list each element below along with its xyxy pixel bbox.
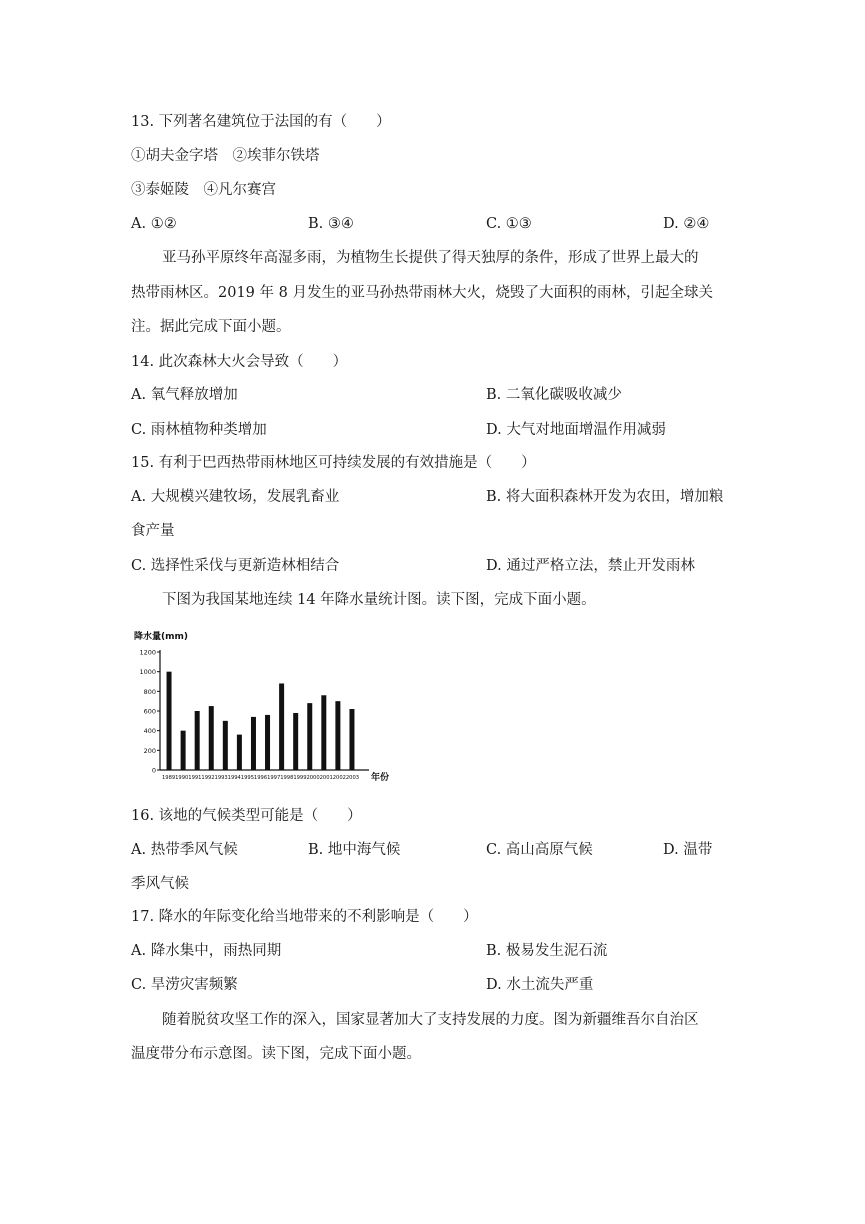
q14-stem: 14. 此次森林大火会导致（ ） bbox=[131, 354, 348, 370]
q13-option-a: A. ①② bbox=[131, 216, 177, 232]
q14-option-a: A. 氧气释放增加 bbox=[131, 387, 238, 403]
q15-option-b-continued: 食产量 bbox=[131, 523, 175, 539]
q17-stem: 17. 降水的年际变化给当地带来的不利影响是（ ） bbox=[131, 909, 478, 925]
chart-x-tick-label: 1993 bbox=[214, 775, 228, 781]
chart-bar bbox=[265, 715, 270, 770]
chart-xlabel: 年份 bbox=[371, 773, 390, 783]
chart-bar bbox=[279, 683, 284, 770]
passage3-line1: 随着脱贫攻坚工作的深入，国家显著加大了支持发展的力度。图为新疆维吾尔自治区 bbox=[162, 1012, 699, 1028]
chart-x-tick-label: 1998 bbox=[280, 775, 294, 781]
chart-bar bbox=[223, 721, 228, 770]
passage1-line2: 热带雨林区。2019 年 8 月发生的亚马孙热带雨林大火，烧毁了大面积的雨林，引起全球关 bbox=[131, 285, 713, 301]
chart-y-tick-label: 1000 bbox=[139, 668, 156, 677]
chart-bar bbox=[209, 706, 214, 770]
passage1-line3: 注。据此完成下面小题。 bbox=[131, 319, 291, 335]
chart-bar bbox=[237, 735, 242, 770]
q15-option-c: C. 选择性采伐与更新造林相结合 bbox=[131, 558, 340, 574]
chart-bar bbox=[181, 731, 186, 770]
q13-option-b: B. ③④ bbox=[308, 216, 354, 232]
q16-option-b: B. 地中海气候 bbox=[308, 842, 401, 858]
chart-x-tick-label: 2001 bbox=[319, 775, 333, 781]
chart-x-tick-label: 2003 bbox=[345, 775, 360, 781]
chart-x-tick-label: 1992 bbox=[201, 775, 215, 781]
chart-y-tick-label: 0 bbox=[151, 766, 156, 775]
q17-option-a: A. 降水集中，雨热同期 bbox=[131, 943, 282, 959]
chart-x-tick-label: 1989 bbox=[162, 775, 176, 781]
chart-x-tick-label: 1999 bbox=[293, 775, 307, 781]
q14-option-c: C. 雨林植物种类增加 bbox=[131, 422, 267, 438]
passage1-line1: 亚马孙平原终年高湿多雨，为植物生长提供了得天独厚的条件，形成了世界上最大的 bbox=[162, 250, 699, 266]
chart-ylabel: 降水量(mm) bbox=[134, 632, 188, 642]
chart-bar bbox=[195, 711, 200, 770]
q16-option-c: C. 高山高原气候 bbox=[486, 842, 593, 858]
chart-x-tick-label: 1991 bbox=[188, 775, 202, 781]
q14-option-d: D. 大气对地面增温作用减弱 bbox=[486, 422, 666, 438]
q13-line2: ①胡夫金字塔 ②埃菲尔铁塔 bbox=[131, 148, 320, 164]
q17-option-c: C. 旱涝灾害频繁 bbox=[131, 977, 238, 993]
chart-bar bbox=[293, 713, 298, 770]
chart-y-tick-label: 1200 bbox=[139, 648, 156, 657]
chart-bar bbox=[307, 703, 312, 770]
chart-y-tick-label: 200 bbox=[143, 746, 156, 755]
chart-x-tick-label: 2002 bbox=[332, 775, 346, 781]
q16-option-d-continued: 季风气候 bbox=[131, 876, 189, 892]
q13-line3: ③泰姬陵 ④凡尔赛宫 bbox=[131, 182, 276, 198]
q15-stem: 15. 有利于巴西热带雨林地区可持续发展的有效措施是（ ） bbox=[131, 455, 536, 471]
chart-bar bbox=[251, 717, 256, 770]
passage2: 下图为我国某地连续 14 年降水量统计图。读下图，完成下面小题。 bbox=[162, 592, 596, 608]
q13-option-c: C. ①③ bbox=[486, 216, 532, 232]
q16-stem: 16. 该地的气候类型可能是（ ） bbox=[131, 808, 362, 824]
q16-option-a: A. 热带季风气候 bbox=[131, 842, 238, 858]
chart-bar bbox=[335, 701, 340, 770]
q17-option-d: D. 水土流失严重 bbox=[486, 977, 594, 993]
q15-option-d: D. 通过严格立法，禁止开发雨林 bbox=[486, 558, 695, 574]
q15-option-a: A. 大规模兴建牧场，发展乳畜业 bbox=[131, 489, 340, 505]
chart-y-tick-label: 400 bbox=[143, 727, 156, 736]
chart-bar bbox=[349, 709, 354, 770]
chart-bar bbox=[167, 672, 172, 770]
q13-option-d: D. ②④ bbox=[663, 216, 710, 232]
q17-option-b: B. 极易发生泥石流 bbox=[486, 943, 608, 959]
q16-option-d: D. 温带 bbox=[663, 842, 713, 858]
q14-option-b: B. 二氧化碳吸收减少 bbox=[486, 387, 622, 403]
chart-x-tick-label: 1995 bbox=[240, 775, 255, 781]
q15-option-b: B. 将大面积森林开发为农田，增加粮 bbox=[486, 489, 724, 505]
chart-x-tick-label: 1990 bbox=[175, 775, 189, 781]
chart-x-tick-label: 1996 bbox=[253, 775, 268, 781]
passage3-line2: 温度带分布示意图。读下图，完成下面小题。 bbox=[131, 1046, 421, 1062]
chart-x-tick-label: 1997 bbox=[267, 775, 281, 781]
chart-x-tick-label: 2000 bbox=[306, 775, 320, 781]
chart-y-tick-label: 800 bbox=[143, 687, 156, 696]
precipitation-bar-chart bbox=[124, 622, 394, 787]
chart-bar bbox=[321, 695, 326, 770]
chart-y-tick-label: 600 bbox=[143, 707, 156, 716]
chart-x-tick-label: 1994 bbox=[227, 775, 241, 781]
q13-stem: 13. 下列著名建筑位于法国的有（ ） bbox=[131, 114, 391, 130]
